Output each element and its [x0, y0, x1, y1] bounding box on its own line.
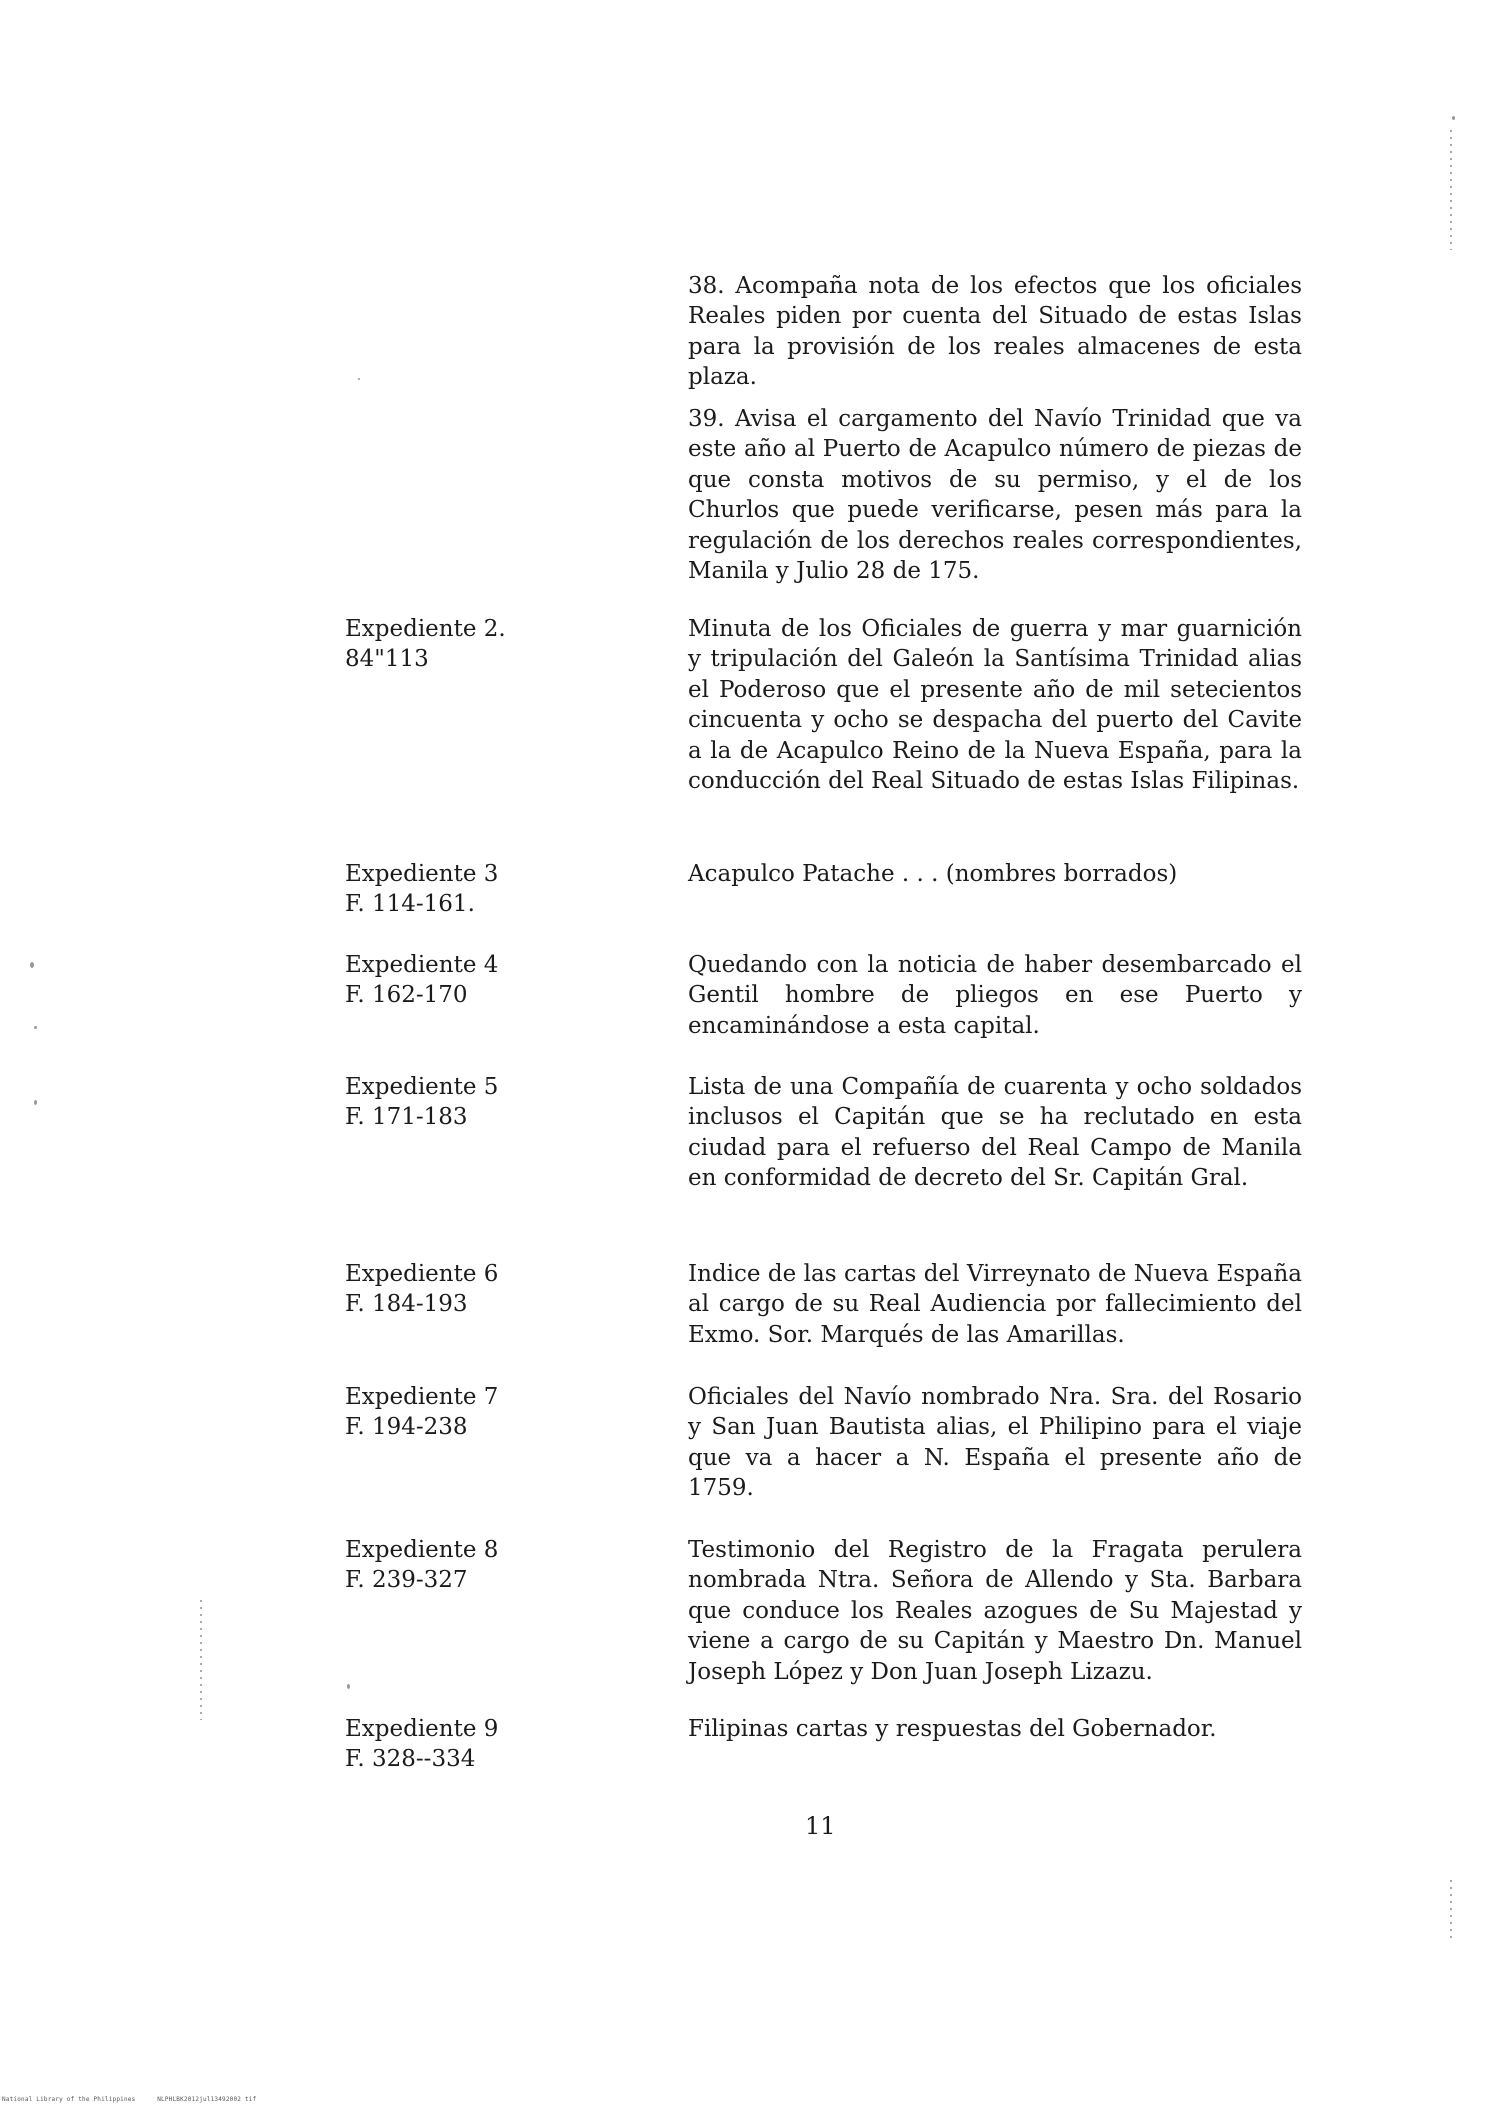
expediente-description: Lista de una Compañía de cuarenta y ocho soldados inclusos el Capitán que se ha reclutado en esta ciudad para el refuerso del Real Campo de Manila en conformidad de decreto del Sr. Capitán Gral. [688, 1074, 1302, 1192]
expediente-title: Expediente 9 [345, 1716, 499, 1742]
footer-library: National Library of the Philippines [2, 2096, 136, 2103]
expediente-label [345, 950, 535, 1011]
expediente-title: Expediente 6 [345, 1261, 499, 1287]
expediente-label [345, 1714, 535, 1775]
scan-speck [347, 1684, 350, 1689]
scan-margin-dots [200, 1600, 202, 1720]
paragraph-38: 38. Acompaña nota de los efectos que los oficiales Reales piden por cuenta del Situado de estas Islas para la provisión de los reales almacenes de esta plaza. [688, 273, 1302, 391]
expediente-folios: F. 328--334 [345, 1746, 476, 1773]
expediente-description: Quedando con la noticia de haber desembarcado el Gentil hombre de pliegos en ese Puerto y encaminándose a esta capital. [688, 952, 1302, 1039]
scan-speck [358, 378, 360, 380]
footer-filename: NLPHLBK2012jul13492002 tif [157, 2096, 257, 2103]
page-number: 11 [805, 1812, 836, 1840]
expediente-folios: F. 114-161. [345, 891, 475, 918]
expediente-folios: F. 194-238 [345, 1414, 468, 1441]
expediente-folios: F. 239-327 [345, 1567, 468, 1594]
scan-speck [34, 1100, 37, 1105]
expediente-folios: 84"113 [345, 646, 429, 673]
scan-edge-dots [1450, 1880, 1452, 1940]
expediente-label [345, 859, 535, 920]
expediente-description: Minuta de los Oficiales de guerra y mar guarnición y tripulación del Galeón la Santísima Trinidad alias el Poderoso que el presente año de mil setecientos cincuenta y ocho se despacha del puerto del Cavite a la de Acapulco Reino de la Nueva España, para la conducción del Real Situado de estas Islas Filipinas. [688, 616, 1302, 795]
scan-speck [30, 962, 34, 968]
scan-speck [1452, 116, 1455, 120]
expediente-folios: F. 184-193 [345, 1291, 468, 1318]
expediente-label [345, 1072, 535, 1133]
paragraph-39: 39. Avisa el cargamento del Navío Trinidad que va este año al Puerto de Acapulco número de piezas de que consta motivos de su permiso, y el de los Churlos que puede verificarse, pesen más para la regulación de los derechos reales correspondientes, Manila y Julio 28 de 175. [688, 406, 1302, 585]
expediente-label [345, 1259, 535, 1320]
expediente-description: Testimonio del Registro de la Fragata perulera nombrada Ntra. Señora de Allendo y Sta. Barbara que conduce los Reales azogues de Su Majestad y viene a cargo de su Capitán y Maestro Dn. Manuel Joseph López y Don Juan Joseph Lizazu. [688, 1537, 1302, 1685]
expediente-title: Expediente 4 [345, 952, 499, 978]
expediente-description: Acapulco Patache . . . (nombres borrados) [688, 861, 1178, 887]
expediente-description: Filipinas cartas y respuestas del Gobernador. [688, 1716, 1217, 1742]
expediente-title: Expediente 7 [345, 1384, 499, 1410]
scan-footer [2, 2096, 274, 2103]
scan-speck [34, 1026, 37, 1029]
expediente-title: Expediente 3 [345, 861, 499, 887]
expediente-folios: F. 162-170 [345, 982, 468, 1009]
expediente-description: Oficiales del Navío nombrado Nra. Sra. del Rosario y San Juan Bautista alias, el Philipino para el viaje que va a hacer a N. España el presente año de 1759. [688, 1384, 1302, 1502]
expediente-label [345, 1382, 535, 1443]
expediente-description: Indice de las cartas del Virreynato de Nueva España al cargo de su Real Audiencia por fallecimiento del Exmo. Sor. Marqués de las Amarillas. [688, 1261, 1302, 1348]
expediente-label [345, 614, 535, 675]
scan-edge-dots [1450, 130, 1452, 250]
expediente-label [345, 1535, 535, 1596]
expediente-title: Expediente 5 [345, 1074, 499, 1100]
expediente-folios: F. 171-183 [345, 1104, 468, 1131]
expediente-title: Expediente 8 [345, 1537, 499, 1563]
expediente-title: Expediente 2. [345, 616, 506, 642]
